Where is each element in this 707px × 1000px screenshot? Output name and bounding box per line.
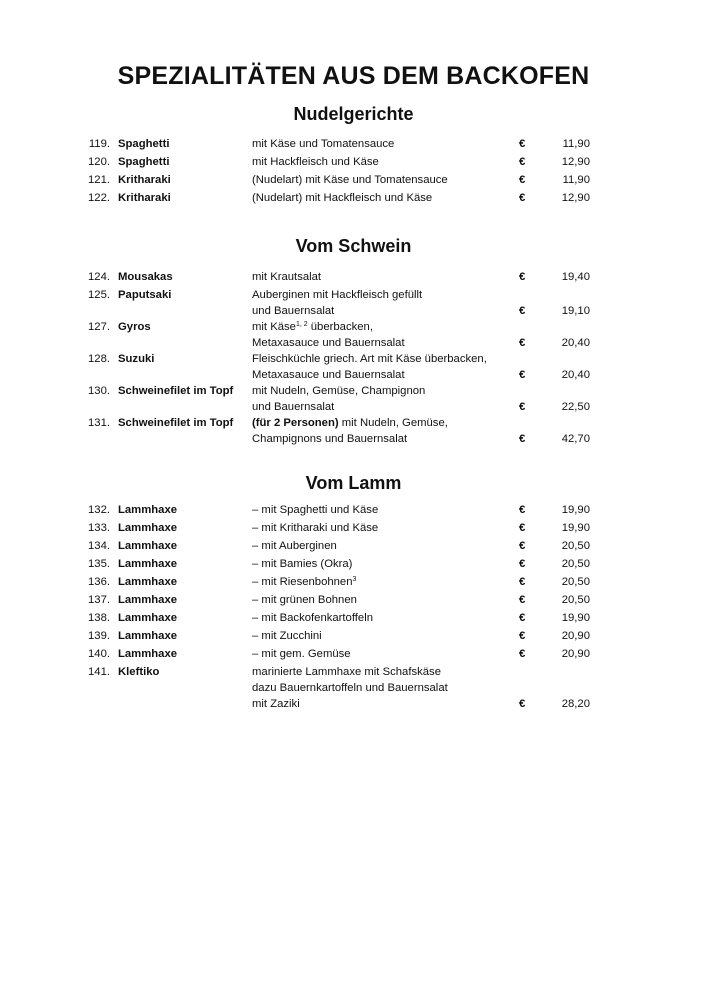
euro-symbol: € (519, 576, 526, 588)
item-number: 140. (88, 648, 110, 660)
item-description: – mit gem. Gemüse (252, 648, 351, 660)
item-number: 133. (88, 522, 110, 534)
description-line: und Bauernsalat (252, 401, 335, 413)
description-line: Auberginen mit Hackfleisch gefüllt (252, 289, 423, 301)
item-description: – mit Riesenbohnen$^3$ (252, 576, 357, 588)
item-name: Lammhaxe (118, 576, 178, 588)
section-title-schwein: Vom Schwein (295, 236, 412, 256)
item-name: Schweinefilet im Topf (118, 417, 234, 429)
item-name: Spaghetti (118, 138, 170, 150)
item-number: 120. (88, 156, 110, 168)
description-line: und Bauernsalat (252, 305, 335, 317)
description-line: dazu Bauernkartoffeln und Bauernsalat (252, 682, 448, 694)
item-number: 136. (88, 576, 110, 588)
item-description (252, 269, 514, 285)
description-line: mit Käse$^{1, 2}$ überbacken, (252, 321, 373, 333)
euro-symbol: € (519, 504, 526, 516)
item-price: 20,50 (561, 576, 590, 588)
allergen-marker: 1, 2 (295, 321, 308, 328)
euro-symbol: € (519, 698, 526, 710)
item-price: 19,90 (561, 504, 590, 516)
item-number: 125. (88, 289, 110, 301)
item-price: 11,90 (562, 174, 590, 186)
item-price: 19,90 (561, 522, 590, 534)
euro-symbol: € (519, 401, 526, 413)
item-description: mit Hackfleisch und Käse (252, 156, 379, 168)
item-number: 131. (88, 417, 110, 429)
item-name: Spaghetti (118, 156, 170, 168)
item-description: – mit Auberginen (252, 540, 337, 552)
euro-symbol: € (519, 192, 526, 204)
section-title-nudelgerichte: Nudelgerichte (293, 104, 414, 124)
item-name: Kritharaki (118, 192, 171, 204)
page-title: SPEZIALITÄTEN AUS DEM BACKOFEN (117, 62, 590, 90)
item-price: 20,90 (561, 630, 590, 642)
euro-symbol: € (519, 648, 526, 660)
item-description: – mit Spaghetti und Käse (252, 504, 379, 516)
item-number: 128. (88, 353, 110, 365)
item-price: 19,10 (561, 305, 590, 317)
item-number: 134. (88, 540, 110, 552)
description-line: mit Zaziki (252, 698, 300, 710)
item-description: – mit grünen Bohnen (252, 594, 357, 606)
item-name: Paputsaki (118, 289, 172, 301)
item-description: (Nudelart) mit Käse und Tomatensauce (252, 174, 448, 186)
item-price: 19,40 (561, 271, 590, 283)
item-description: – mit Bamies (Okra) (252, 558, 353, 570)
description-line: mit Krautsalat (252, 271, 322, 283)
item-number: 132. (88, 504, 110, 516)
euro-symbol: € (519, 558, 526, 570)
euro-symbol: € (519, 433, 526, 445)
item-name: Schweinefilet im Topf (118, 385, 234, 397)
item-name: Mousakas (118, 271, 173, 283)
euro-symbol: € (519, 305, 526, 317)
item-name: Lammhaxe (118, 594, 178, 606)
euro-symbol: € (519, 594, 526, 606)
item-number: 137. (88, 594, 110, 606)
item-price: 11,90 (562, 138, 590, 150)
item-description: – mit Backofenkartoffeln (252, 612, 373, 624)
item-number: 127. (88, 321, 110, 333)
item-name: Lammhaxe (118, 522, 178, 534)
item-price: 42,70 (561, 433, 590, 445)
item-name: Lammhaxe (118, 630, 178, 642)
item-price: 20,50 (561, 558, 590, 570)
item-description (252, 287, 514, 319)
item-number: 138. (88, 612, 110, 624)
description-line: (für 2 Personen) mit Nudeln, Gemüse, (252, 417, 448, 429)
item-number: 121. (88, 174, 110, 186)
item-price: 20,40 (561, 337, 590, 349)
description-line: Metaxasauce und Bauernsalat (252, 369, 405, 381)
euro-symbol: € (519, 369, 526, 381)
item-description (252, 383, 514, 415)
item-name: Lammhaxe (118, 540, 178, 552)
euro-symbol: € (519, 138, 526, 150)
item-number: 135. (88, 558, 110, 570)
item-description: – mit Kritharaki und Käse (252, 522, 379, 534)
euro-symbol: € (519, 612, 526, 624)
item-number: 122. (88, 192, 110, 204)
euro-symbol: € (519, 337, 526, 349)
item-price: 20,50 (561, 540, 590, 552)
description-line: Metaxasauce und Bauernsalat (252, 337, 405, 349)
description-line: mit Nudeln, Gemüse, Champignon (252, 385, 426, 397)
item-name: Lammhaxe (118, 648, 178, 660)
item-name: Lammhaxe (118, 558, 178, 570)
euro-symbol: € (519, 522, 526, 534)
euro-symbol: € (519, 174, 526, 186)
item-price: 20,50 (561, 594, 590, 606)
item-price: 12,90 (561, 156, 590, 168)
item-description (252, 664, 514, 712)
euro-symbol: € (519, 630, 526, 642)
item-price: 20,90 (561, 648, 590, 660)
item-price: 19,90 (561, 612, 590, 624)
item-name: Suzuki (118, 353, 155, 365)
item-name: Lammhaxe (118, 612, 178, 624)
item-price: 22,50 (561, 401, 590, 413)
item-number: 130. (88, 385, 110, 397)
section-title-lamm: Vom Lamm (305, 473, 402, 493)
item-description (252, 319, 514, 351)
item-number: 124. (88, 271, 110, 283)
description-line: Fleischküchle griech. Art mit Käse überbacken, (252, 353, 487, 365)
item-description (252, 415, 514, 447)
item-description: – mit Zucchini (252, 630, 322, 642)
item-number: 141. (88, 666, 110, 678)
item-name: Lammhaxe (118, 504, 178, 516)
item-name: Gyros (118, 321, 151, 333)
allergen-marker: 3 (352, 576, 357, 583)
item-name: Kleftiko (118, 666, 160, 678)
item-price: 28,20 (561, 698, 590, 710)
item-description (252, 351, 514, 383)
item-description: mit Käse und Tomatensauce (252, 138, 395, 150)
item-price: 12,90 (561, 192, 590, 204)
euro-symbol: € (519, 540, 526, 552)
item-price: 20,40 (561, 369, 590, 381)
item-name: Kritharaki (118, 174, 171, 186)
euro-symbol: € (519, 271, 526, 283)
item-number: 139. (88, 630, 110, 642)
description-line: Champignons und Bauernsalat (252, 433, 408, 445)
euro-symbol: € (519, 156, 526, 168)
item-description: (Nudelart) mit Hackfleisch und Käse (252, 192, 433, 204)
item-number: 119. (88, 138, 110, 150)
description-line: marinierte Lammhaxe mit Schafskäse (252, 666, 441, 678)
